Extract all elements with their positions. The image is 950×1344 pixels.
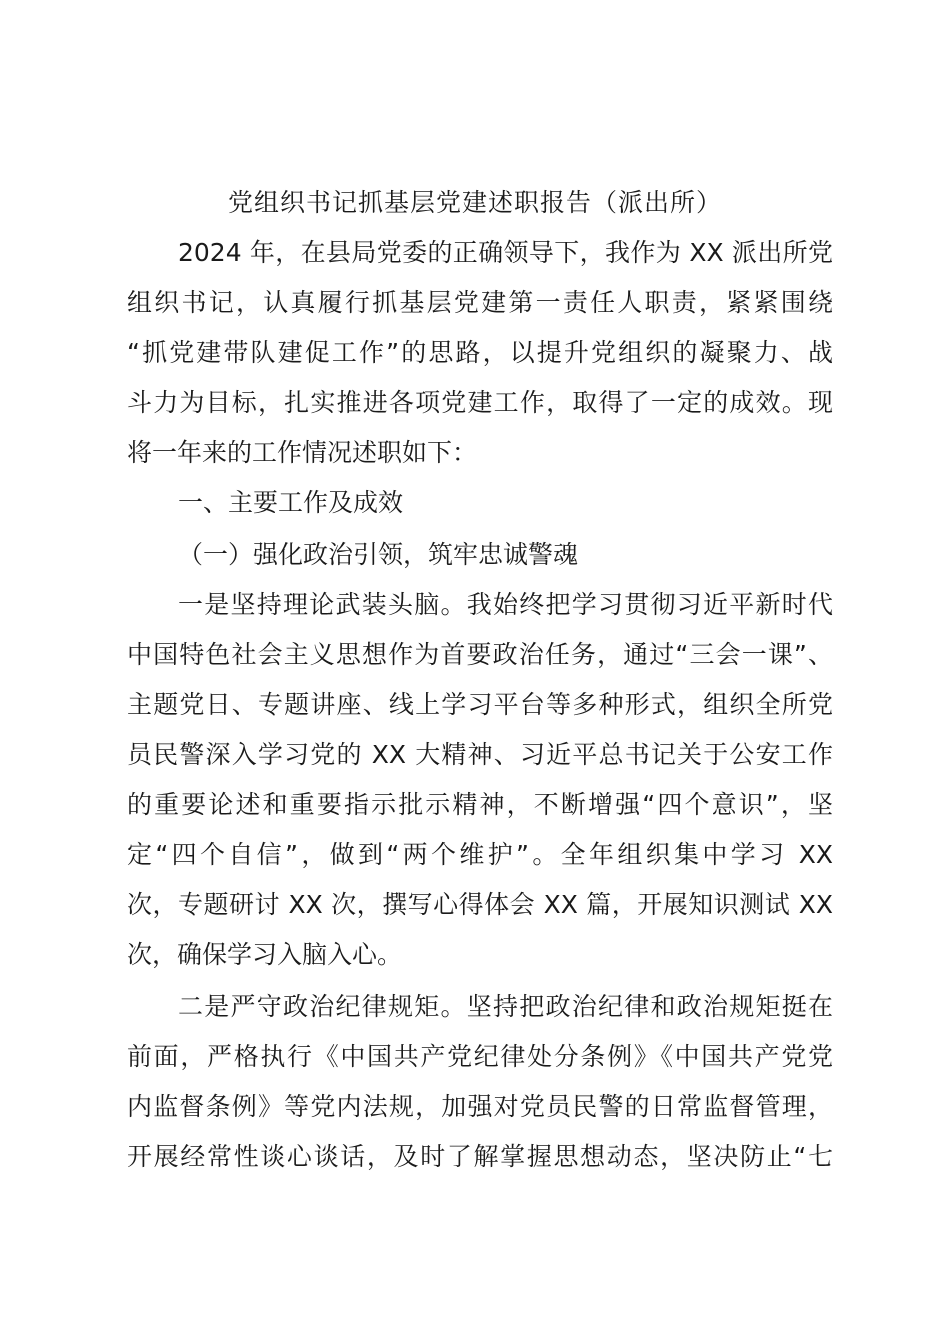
paragraph-line: 次，确保学习入脑入心。 xyxy=(127,940,403,969)
paragraph-line: 开展经常性谈心谈话，及时了解掌握思想动态，坚决防止“七 xyxy=(127,1142,833,1171)
subsection-heading: （一）强化政治引领，筑牢忠诚警魂 xyxy=(178,540,579,569)
paragraph-line: 二是严守政治纪律规矩。坚持把政治纪律和政治规矩挺在 xyxy=(178,992,833,1021)
paragraph-line: 主题党日、专题讲座、线上学习平台等多种形式，组织全所党 xyxy=(127,690,833,719)
paragraph-line: 的重要论述和重要指示批示精神，不断增强“四个意识”，坚 xyxy=(127,790,833,819)
paragraph-line: 2024 年，在县局党委的正确领导下，我作为 XX 派出所党 xyxy=(178,238,833,267)
document-title: 党组织书记抓基层党建述职报告（派出所） xyxy=(227,188,722,217)
paragraph-line: “抓党建带队建促工作”的思路，以提升党组织的凝聚力、战 xyxy=(127,338,833,367)
paragraph-line: 次，专题研讨 XX 次，撰写心得体会 XX 篇，开展知识测试 XX xyxy=(127,890,833,919)
paragraph-line: 定“四个自信”，做到“两个维护”。全年组织集中学习 XX xyxy=(127,840,833,869)
paragraph-line: 中国特色社会主义思想作为首要政治任务，通过“三会一课”、 xyxy=(127,640,833,669)
paragraph-line: 斗力为目标，扎实推进各项党建工作，取得了一定的成效。现 xyxy=(127,388,833,417)
section-heading: 一、主要工作及成效 xyxy=(178,488,404,517)
paragraph-line: 员民警深入学习党的 XX 大精神、习近平总书记关于公安工作 xyxy=(127,740,833,769)
paragraph-line: 内监督条例》等党内法规，加强对党员民警的日常监督管理， xyxy=(127,1092,833,1121)
paragraph-line: 一是坚持理论武装头脑。我始终把学习贯彻习近平新时代 xyxy=(178,590,833,619)
paragraph-line: 组织书记，认真履行抓基层党建第一责任人职责，紧紧围绕 xyxy=(127,288,833,317)
paragraph-line: 前面，严格执行《中国共产党纪律处分条例》《中国共产党党 xyxy=(127,1042,833,1071)
paragraph-line: 将一年来的工作情况述职如下： xyxy=(127,438,478,467)
